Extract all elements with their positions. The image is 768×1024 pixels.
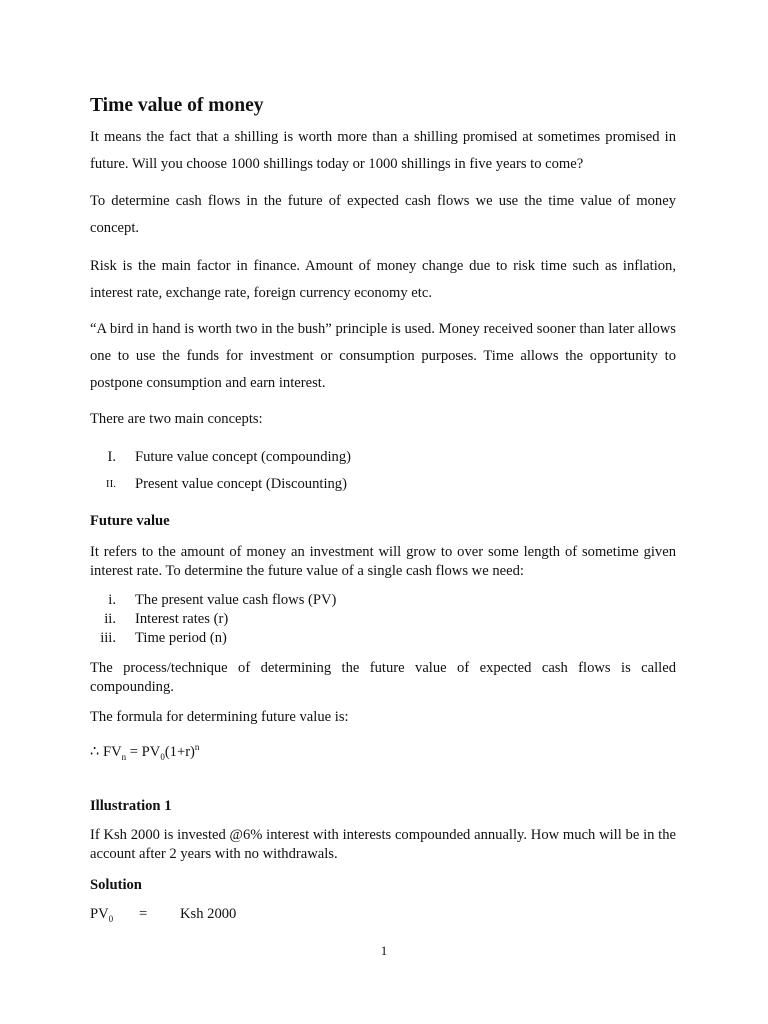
list-marker: i.: [108, 592, 116, 608]
formula-fv-subscript: n: [121, 751, 127, 762]
page-number: 1: [380, 943, 388, 958]
heading-solution: Solution: [90, 877, 142, 893]
solution-pv-subscript: 0: [108, 913, 114, 924]
list-marker: II.: [105, 478, 116, 490]
paragraph-formula-intro: The formula for determining future value is:: [90, 709, 349, 725]
list-item-text: Interest rates (r): [135, 611, 229, 627]
list-marker: iii.: [100, 630, 116, 646]
list-item: [90, 628, 676, 648]
paragraph-future-value-definition: It refers to the amount of money an investment will grow to over some length of sometime given interest rate. To determine the future value of a single cash flows we need:: [90, 544, 676, 579]
paragraph-definition: It means the fact that a shilling is worth more than a shilling promised at sometimes promised in future. Will you choose 1000 shillings today or 1000 shillings in five years to come?: [90, 129, 676, 172]
solution-pv-label-group: [90, 904, 113, 929]
paragraph-bird-in-hand: “A bird in hand is worth two in the bush” principle is used. Money received sooner than later allows one to use the funds for investment or consumption purposes. Time allows the opportunity to postpone consumption and earn interest.: [90, 321, 676, 391]
formula-pv-subscript: 0: [160, 751, 165, 762]
list-item: [90, 447, 676, 467]
formula-fv: FV: [102, 743, 122, 760]
list-item-text: The present value cash flows (PV): [135, 592, 337, 608]
list-marker: I.: [107, 449, 116, 465]
paragraph-compounding: The process/technique of determining the future value of expected cash flows is called compounding.: [90, 660, 676, 695]
list-item: [90, 474, 676, 494]
formula-pv: PV: [141, 743, 161, 760]
list-item: [90, 609, 676, 629]
heading-illustration: Illustration 1: [90, 798, 172, 814]
paragraph-two-concepts: There are two main concepts:: [90, 411, 263, 427]
formula-equals: =: [129, 743, 138, 760]
solution-pv-label: PV: [90, 906, 109, 922]
heading-future-value: Future value: [90, 513, 170, 529]
paragraph-illustration: If Ksh 2000 is invested @6% interest with interests compounded annually. How much will be in the account after 2 years with no withdrawals.: [90, 827, 676, 862]
list-marker: ii.: [104, 611, 116, 627]
paragraph-cash-flows: To determine cash flows in the future of expected cash flows we use the time value of money concept.: [90, 193, 676, 236]
solution-value: Ksh 2000: [180, 906, 237, 922]
therefore-symbol: ∴: [90, 743, 100, 760]
paragraph-risk: Risk is the main factor in finance. Amount of money change due to risk time such as inflation, interest rate, exchange rate, foreign currency economy etc.: [90, 258, 676, 301]
list-item-text: Present value concept (Discounting): [135, 476, 347, 492]
formula-factor: (1+r): [164, 743, 195, 760]
page-title: Time value of money: [90, 95, 264, 116]
list-item-text: Future value concept (compounding): [135, 449, 352, 465]
solution-equals: =: [139, 906, 148, 922]
formula-exponent: n: [194, 742, 200, 752]
list-item: [90, 590, 676, 610]
future-value-formula: [90, 737, 199, 767]
list-item-text: Time period (n): [135, 630, 227, 646]
